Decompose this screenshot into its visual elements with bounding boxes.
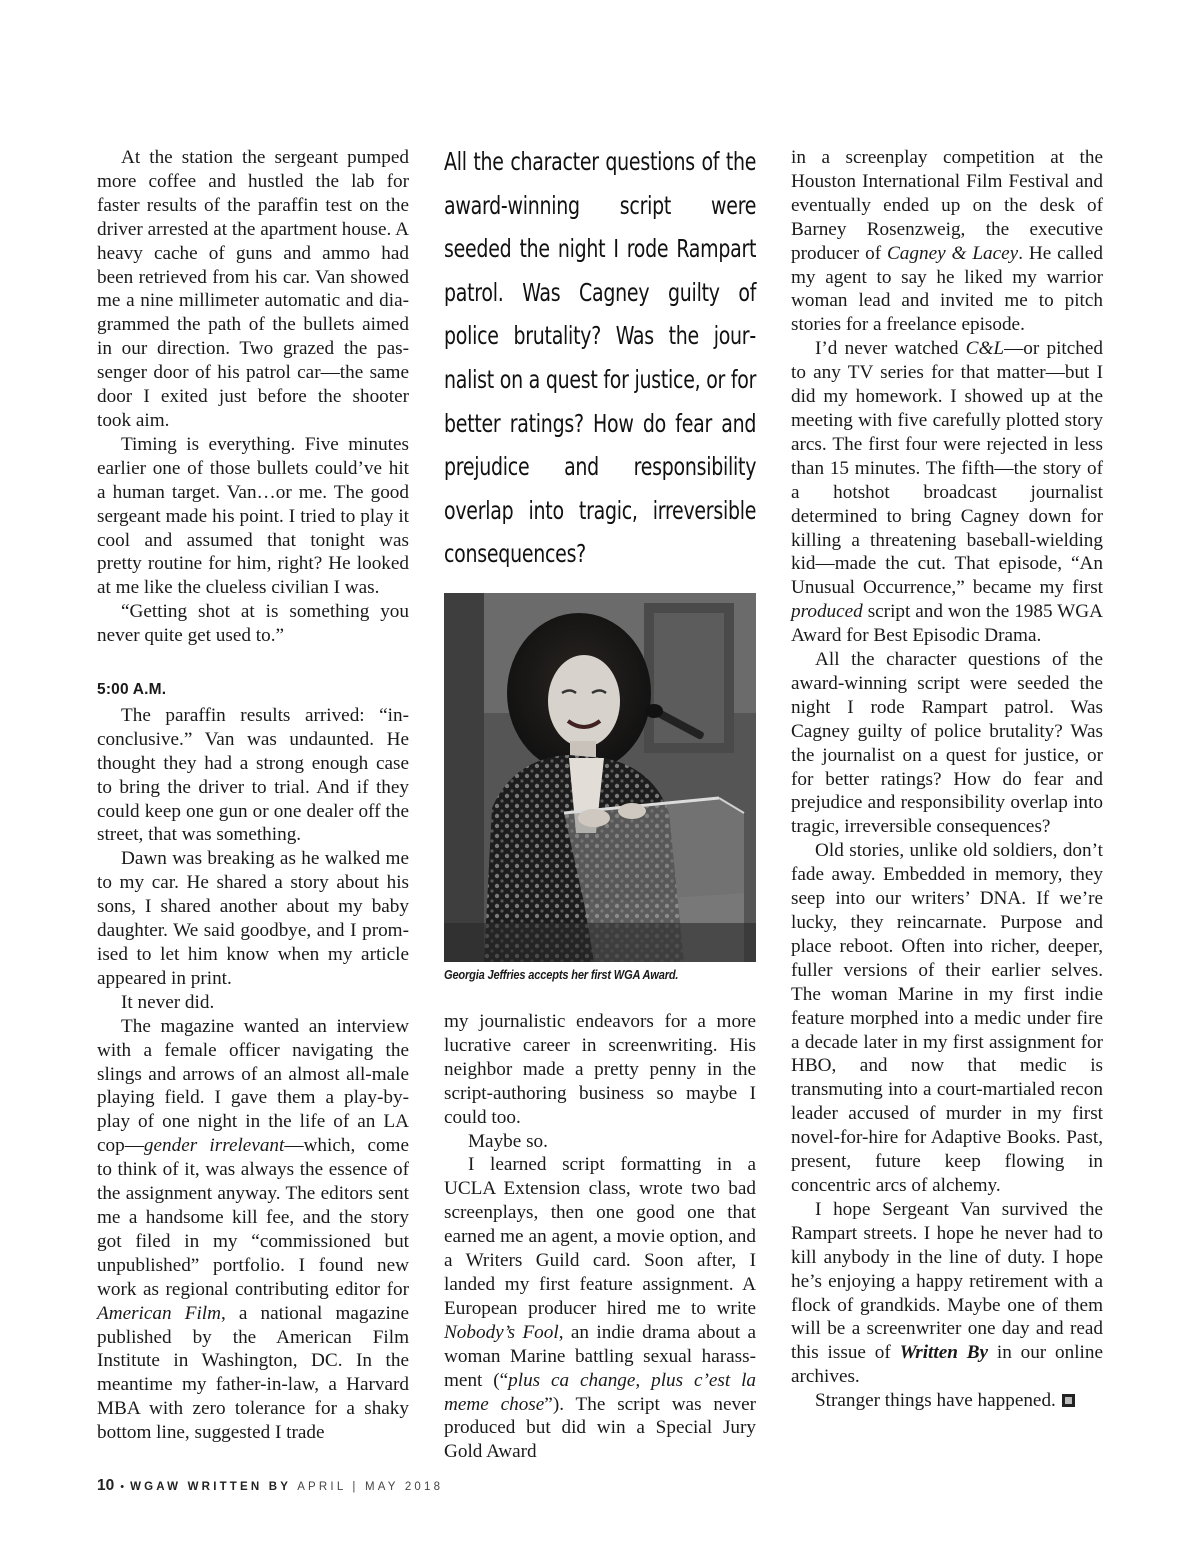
text-run: . He called my agent to say he liked my warrior woman lead and invited me to pitch stories for a freelance episode. — [791, 242, 1103, 336]
page-footer — [97, 1477, 443, 1495]
paragraph — [791, 337, 1103, 648]
italic-text: plus ca change, plus c’est la meme chose — [444, 1369, 756, 1415]
paragraph: Dawn was breaking as he walked me to my car. He shared a story about his sons, I shared another about my baby daughter. We said goodbye, and I promised to let him know when my article appeared in print. — [97, 848, 409, 989]
bold-italic-text: Written By — [899, 1342, 989, 1364]
text-run: —or pitched to any TV series for that matter—but I did my homework. I showed up at the meeting with five carefully plotted story arcs. The first four were rejected in less than 15 minutes. The fifth—the story of a hotshot broadcast journalist determined to bring Cagney down for killing a threatening baseball-wielding kid—made the cut. That episode, “An Unusual Occurrence,” became my first — [791, 338, 1103, 599]
text-run: —which, come to think of it, was always the essence of the assignment anyway. The editors sent me a handsome kill fee, and the story got filed in my “commissioned but unpublished” portfolio. I found new work as regional contributing editor for — [97, 1135, 409, 1300]
italic-text: produced — [791, 601, 863, 623]
paragraph-learned — [444, 1153, 756, 1464]
text-run: script and won the 1985 WGA Award for Best Episodic Drama. — [791, 601, 1103, 647]
italic-text: Nobody’s Fool — [444, 1321, 559, 1343]
paragraph: It never did. — [121, 991, 215, 1013]
paragraph: “Getting shot at is something you never quite get used to.” — [97, 601, 409, 647]
text-run: , a national magazine published by the American Film Institute in Washington, DC. In the meantime my father-in-law, a Harvard MBA with zero tolerance for a shaky bottom line, suggested I trade — [97, 1302, 409, 1444]
italic-text: C&L — [965, 338, 1005, 360]
italic-text: gender irrelevant — [143, 1135, 285, 1157]
text-run: ”). The script was never produced but did win a Special Jury Gold Award — [444, 1393, 756, 1463]
paragraph-magazine — [97, 1015, 409, 1445]
text-run: The magazine wanted an interview with a female officer navigating the slings and arrows of an almost all-male playing field. I gave them a play-by-play of one night in the life of an LA cop— — [97, 1015, 409, 1157]
award-photo-illustration — [444, 593, 756, 962]
wga-end-mark-icon — [1062, 1394, 1075, 1407]
paragraph: my journalistic endeavors for a more lucrative career in screenwriting. His neighbor made a pretty penny in the script-authoring business so maybe I could too. — [444, 1011, 756, 1128]
paragraph: At the station the sergeant pumped more coffee and hustled the lab for faster results of the paraffin test on the driver arrested at the apartment house. A heavy cache of guns and ammo had been retrieved from his car. Van showed me a nine millimeter automatic and diagrammed the path of the bullets aimed in our direction. Two grazed the passenger door of his patrol car—the same door I exited just before the shooter took aim. — [97, 147, 409, 431]
article-column-1 — [97, 146, 409, 1445]
paragraph: All the character questions of the award-winning script were seeded the night I rode Rampart patrol. Was Cagney guilty of police brutality? Was the journalist on a quest for justice, or for better ratings? How do fear and prejudice and responsibility overlap into tragic, irreversible consequences? — [791, 649, 1103, 838]
section-heading: 5:00 A.M. — [97, 681, 167, 699]
page-number: 10 — [97, 1477, 115, 1494]
paragraph: Timing is everything. Five minutes earlier one of those bullets could’ve hit a human target. Van…or me. The good sergeant made his point. I tried to play it cool and assumed that tonight was pretty routine for him, right? He looked at me like the clueless civilian I was. — [97, 433, 409, 599]
paragraph: The paraffin results arrived: “inconclusive.” Van was undaunted. He thought they had a strong enough case to bring the driver to trial. And if they could keep one gun or one dealer off the street, that was something. — [97, 704, 409, 846]
award-photo — [444, 593, 756, 962]
pull-quote: All the character questions of the award-winning script were seeded the night I rode Rampart patrol. Was Cagney guilty of police brutality? Was the journalist on a quest for justice, or for better ratings? How do fear and prejudice and responsibility overlap into tragic, irreversible consequences? — [444, 147, 757, 569]
paragraph — [791, 146, 1103, 337]
italic-text: American Film — [97, 1302, 221, 1324]
paragraph — [791, 1198, 1103, 1389]
paragraph: Old stories, unlike old soldiers, don’t fade away. Embedded in memory, they seep into our writers’ DNA. If we’re lucky, they reincarnate. Purpose and place reboot. Often into richer, deeper, fuller versions of their earlier selves. The woman Marine in my first indie feature morphed into a medic under fire a decade later in my first assignment for HBO, and now that medic is transmuting into a court-martialed recon leader accused of murder in my first novel-for-hire for Adaptive Books. Past, present, future keep flowing in concentric arcs of alchemy. — [791, 840, 1103, 1196]
paragraph — [791, 1389, 1103, 1413]
text-run: I hope Sergeant Van survived the Rampart streets. I hope he never had to kill anybody in the line of duty. I hope he’s enjoying a happy retirement with a flock of grandkids. Maybe one of them will be a screenwriter one day and read this issue of — [791, 1198, 1103, 1364]
footer-bullet: • — [120, 1481, 125, 1493]
photo-caption: Georgia Jeffries accepts her first WGA Award. — [444, 968, 679, 982]
text-run: in a screenplay competition at the Houston International Film Festival and eventually ended up on the desk of Barney Rosenzweig, the executive producer of — [791, 147, 1103, 264]
article-column-2 — [444, 146, 756, 582]
article-column-3 — [791, 146, 1103, 1413]
text-run: Stranger things have happened. — [815, 1390, 1056, 1412]
article-column-2-body — [444, 1010, 756, 1464]
text-run: , an indie drama about a woman Marine battling sexual harassment (“ — [444, 1321, 757, 1391]
text-run: I’d never watched — [815, 338, 966, 360]
italic-text: Cagney & Lacey — [887, 242, 1019, 264]
paragraph: Maybe so. — [468, 1130, 548, 1152]
publication-name: WGAW WRITTEN BY — [130, 1481, 292, 1493]
text-run: in our online archives. — [791, 1342, 1103, 1388]
issue-date: APRIL | MAY 2018 — [297, 1481, 444, 1493]
text-run: I learned script formatting in a UCLA Extension class, wrote two bad screenplays, then one good one that earned me an agent, a movie option, and a Writers Guild card. Soon after, I landed my first feature assignment. A European producer hired me to write — [444, 1154, 756, 1319]
